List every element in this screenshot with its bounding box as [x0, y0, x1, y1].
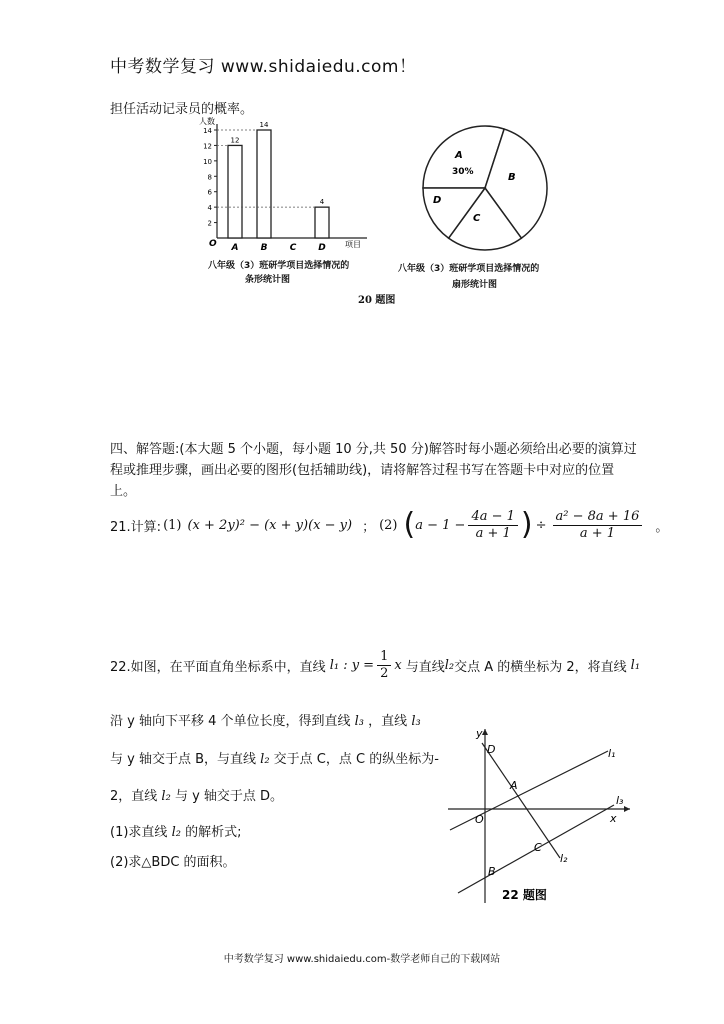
bar-chart-ytick-label: 6 [207, 188, 212, 197]
bar-chart-ytick-label: 10 [203, 157, 212, 166]
fig22-label-b: B [488, 865, 496, 878]
fig22-label-x: x [610, 812, 617, 825]
figure-20-title: 20 题图 [358, 295, 396, 306]
bar-chart-ytick-label: 14 [203, 127, 212, 135]
section4-line-2: 程或推理步骤，画出必要的图形(包括辅助线)，请将解答过程书写在答题卡中对应的位置 [110, 463, 615, 478]
section4-line-1: 四、解答题:(本大题 5 个小题，每小题 10 分,共 50 分)解答时每小题必须给出必要的演算过 [110, 442, 637, 457]
bar-category-label-a: A [231, 243, 239, 253]
q22-line-3-b: 交于点 C，点 C 的纵坐标为- [273, 752, 439, 767]
q21-paren-open: ( [403, 507, 416, 542]
q21-fraction-1 [468, 509, 517, 542]
pie-chart-marks [423, 126, 547, 250]
q21-fraction-2 [553, 509, 643, 542]
q21-fraction-1-numerator: 4a − 1 [468, 509, 517, 526]
bar-chart-ytick-label: 8 [207, 173, 212, 182]
q22-line-2-l3a: l₃ [354, 714, 365, 729]
fig22-line-l2 [482, 743, 560, 858]
fig22-label-l1: l₁ [608, 747, 616, 760]
fig22-line-l1 [450, 751, 608, 830]
pie-label-c: C [473, 213, 481, 224]
q22-line-2-a: 沿 y 轴向下平移 4 个单位长度，得到直线 [110, 714, 351, 729]
q22-line-3-l2: l₂ [260, 752, 270, 767]
q22-line-4-b: 与 y 轴交于点 D。 [174, 789, 284, 804]
q22-fraction-numerator: 1 [377, 649, 391, 666]
q22-line-1-mid: 与直线 [405, 659, 445, 675]
q22-line-1-prefix: 22.如图，在平面直角坐标系中，直线 [110, 659, 326, 675]
q22-fraction-denominator: 2 [380, 665, 389, 681]
bar-chart-origin: O [209, 239, 217, 249]
q22-sub1-b: 的解析式; [185, 825, 242, 840]
pie-chart-caption-2: 扇形统计图 [452, 280, 498, 290]
q21-divide-sign: ÷ [535, 517, 547, 533]
fig22-title: 22 题图 [502, 888, 547, 902]
q21-fraction-1-denominator: a + 1 [475, 525, 511, 541]
pie-label-d: D [433, 195, 442, 206]
q22-line-1-l2: l₂ [444, 657, 455, 673]
bar-chart-ylabel: 人数 [199, 117, 215, 126]
q22-line-3 [110, 748, 439, 767]
bar-chart-ytick-label: 12 [203, 142, 212, 151]
bar-a [228, 145, 242, 238]
q21-prefix: 21.计算: [110, 519, 162, 535]
fig22-label-y: y [476, 727, 483, 740]
q22-line-1 [110, 645, 640, 685]
bar-chart-ytick-label: 4 [207, 204, 212, 213]
bar-chart-caption-1: 八年级（3）班研学项目选择情况的 [208, 261, 350, 271]
pie-percent-a: 30% [452, 167, 474, 177]
fig22-label-l2: l₂ [560, 852, 568, 865]
bar-category-label-c: C [289, 243, 297, 253]
bar-chart-marks [217, 121, 329, 253]
q22-line-3-a: 与 y 轴交于点 B，与直线 [110, 752, 257, 767]
q21-fraction-2-numerator: a² − 8a + 16 [553, 509, 643, 526]
q22-line-1-l1-end: l₁ [630, 657, 641, 673]
pie-label-a: A [455, 150, 463, 161]
q21-end: 。 [655, 519, 669, 535]
q22-line-4 [110, 785, 283, 804]
q22-sub1-a: (1)求直线 [110, 825, 168, 840]
pie-chart-caption-1: 八年级（3）班研学项目选择情况的 [398, 264, 540, 274]
q21-separator: ； [362, 519, 376, 535]
q21-fraction-2-denominator: a + 1 [579, 525, 616, 541]
q22-line-2 [110, 710, 421, 729]
page-footer: 中考数学复习 www.shidaiedu.com-数学老师自己的下载网站 [223, 954, 501, 965]
bar-chart [195, 112, 375, 272]
q22-line-2-l3b: l₃ [411, 714, 421, 729]
q22-sub-question-1 [110, 821, 241, 840]
q22-line-1-suffix: 交点 A 的横坐标为 2，将直线 [454, 659, 627, 675]
bar-value-label-a: 12 [230, 136, 240, 145]
fig22-label-d: D [487, 743, 496, 756]
q21-part1-expression: (x + 2y)² − (x + y)(x − y) [187, 517, 353, 533]
page-header-title: 中考数学复习 www.shidaiedu.com！ [110, 57, 417, 77]
q22-line-1-equation: l₁ : y = [329, 657, 375, 673]
q21-paren-close: ) [520, 507, 533, 542]
q20-tail-text: 担任活动记录员的概率。 [110, 102, 254, 117]
section4-line-3: 上。 [110, 484, 137, 499]
fig22-y-arrow [482, 729, 488, 735]
q21-part2-label: (2) [379, 517, 398, 533]
pie-label-b: B [508, 172, 516, 183]
bar-value-label-d: 4 [319, 198, 325, 207]
fig22-label-a: A [510, 779, 518, 792]
q22-line-4-a: 2，直线 [110, 789, 158, 804]
pie-chart [415, 118, 555, 258]
figure-22 [440, 725, 640, 910]
fig22-label-c: C [534, 841, 542, 854]
q22-line-4-l2: l₂ [161, 789, 171, 804]
bar-chart-caption-2: 条形统计图 [245, 275, 291, 285]
q21-part1-label: (1) [163, 517, 182, 533]
q22-sub-question-2: (2)求△BDC 的面积。 [110, 855, 236, 870]
bar-b [257, 130, 271, 238]
q22-line-2-b: ，直线 [368, 714, 408, 729]
bar-category-label-d: D [318, 243, 326, 253]
bar-chart-xlabel: 项目 [345, 240, 361, 249]
fig22-label-o: O [475, 813, 484, 826]
fig22-label-l3: l₃ [616, 794, 624, 807]
bar-chart-ytick-label: 2 [207, 219, 212, 228]
bar-value-label-b: 14 [259, 121, 269, 129]
fig22-x-arrow [624, 806, 630, 812]
q22-line-1-x: x [394, 657, 402, 673]
bar-category-label-b: B [260, 243, 268, 253]
q22-sub1-l2: l₂ [171, 825, 181, 840]
bar-d [315, 207, 329, 238]
question-21 [110, 500, 668, 550]
q21-part2-lead: a − 1 − [415, 517, 466, 533]
q22-line-1-fraction [377, 649, 391, 682]
